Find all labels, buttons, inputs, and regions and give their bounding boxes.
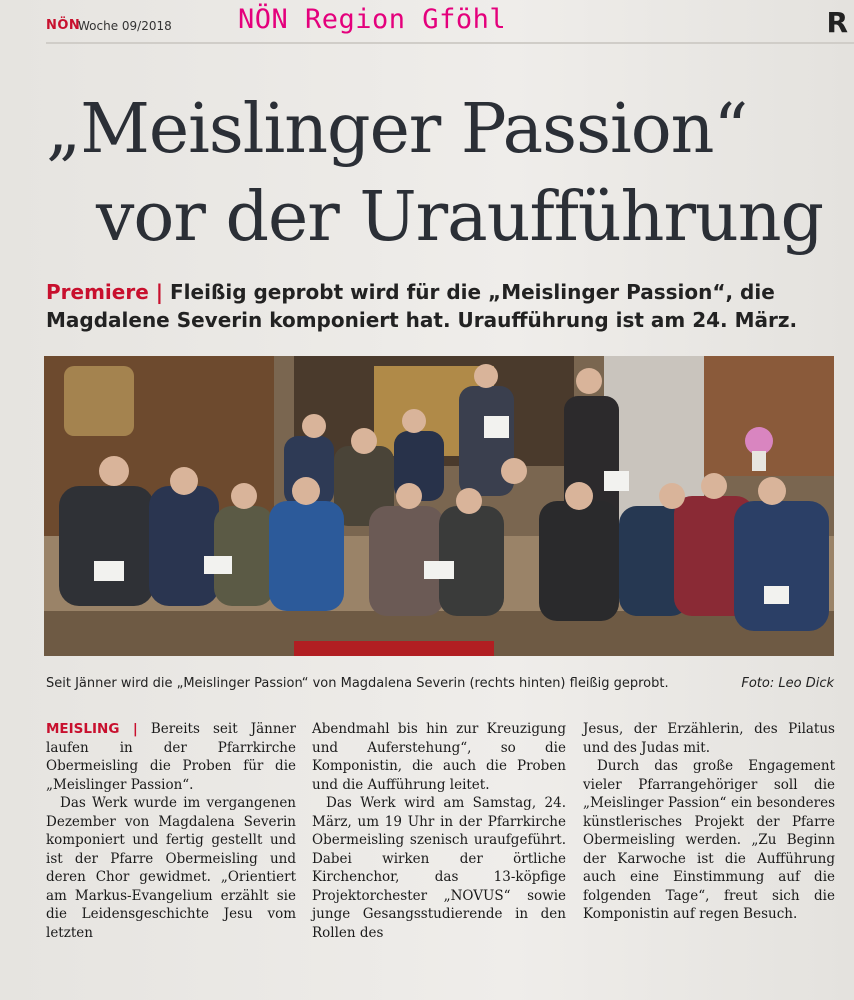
column-1-paragraph-2: Das Werk wurde im vergangenen Dezember von Magdalena Severin komponiert und fertig gestellt und ist der Pfarre Obermeisling und deren Chor gewidmet. „Orientiert am Markus-Evangelium erzählt sie die Leidensgeschichte Jesu vom letzten: [46, 795, 296, 941]
article-column-2: [312, 720, 566, 942]
article-photo: [44, 356, 834, 656]
column-3-paragraph-2: Durch das große Engagement vieler Pfarrangehöriger soll die „Meislinger Passion“ ein besonderes künstlerisches Projekt der Pfarre Obermeisling werden. „Zu Beginn der Karwoche ist die Aufführung auch eine Einstimmung auf die folgenden Tage“, freut sich die Komponistin auf regen Besuch.: [583, 758, 835, 922]
choir-photo-illustration: [44, 356, 834, 656]
section-letter: R: [826, 6, 848, 39]
headline-line-2: vor der Uraufführung: [96, 178, 824, 257]
header-divider: [46, 42, 854, 44]
subheading: [46, 278, 836, 334]
column-1-paragraph-1: Bereits seit Jänner laufen in der Pfarrkirche Obermeisling die Proben für die „Meislinger Passion“.: [46, 721, 296, 793]
headline: [46, 86, 846, 262]
article-column-3: [583, 720, 835, 924]
photo-credit: Foto: Leo Dick: [741, 676, 834, 691]
column-3-paragraph-1: Jesus, der Erzählerin, des Pilatus und des Judas mit.: [583, 721, 835, 756]
photo-caption: Seit Jänner wird die „Meislinger Passion“ von Magdalena Severin (rechts hinten) fleißig geprobt.: [46, 676, 669, 691]
issue-week: Woche 09/2018: [78, 19, 172, 33]
brand-logo: NÖN: [46, 18, 81, 33]
region-stamp: NÖN Region Gföhl: [238, 4, 507, 35]
column-2-paragraph-1: Abendmahl bis hin zur Kreuzigung und Auferstehung“, so die Komponistin, die auch die Proben und die Aufführung leitet.: [312, 721, 566, 793]
headline-line-1: „Meislinger Passion“: [46, 90, 748, 169]
column-2-paragraph-2: Das Werk wird am Samstag, 24. März, um 19 Uhr in der Pfarrkirche Obermeisling szenisch uraufgeführt. Dabei wirken der örtliche Kirchenchor, das 13-köpfige Projektorchester „NOVUS“ sowie junge Gesangsstudierende in den Rollen des: [312, 795, 566, 941]
page-header: [0, 0, 854, 42]
subheading-text: Fleißig geprobt wird für die „Meislinger Passion“, die Magdalene Severin komponiert hat. Uraufführung ist am 24. März.: [46, 280, 798, 332]
kicker-label: Premiere |: [46, 280, 164, 304]
location-tag: MEISLING |: [46, 721, 138, 737]
article-column-1: [46, 720, 296, 942]
